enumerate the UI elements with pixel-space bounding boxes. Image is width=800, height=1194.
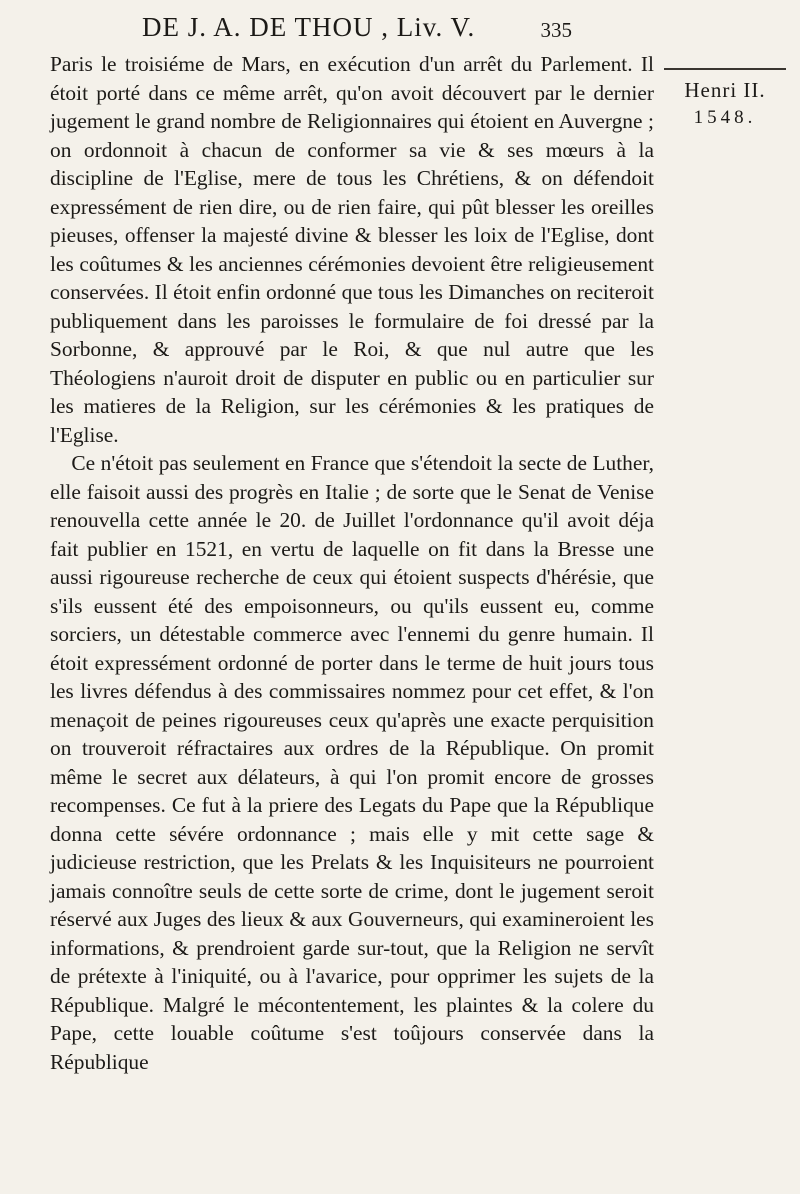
margin-year: 1548.	[693, 107, 757, 128]
page-header	[142, 12, 572, 46]
body-text	[50, 50, 654, 1076]
margin-rule	[664, 68, 786, 70]
page-number: 335	[540, 18, 572, 42]
paragraph-1: Paris le troisiéme de Mars, en exécution d'un arrêt du Parlement. Il étoit porté dans ce même arrêt, qu'on avoit découvert par le dernier jugement le grand nombre de Religionnaires qui étoient en Auvergne ; on ordonnoit à chacun de conformer sa vie & ses mœurs à la discipline de l'Eglise, mere de tous les Chrétiens, & on défendoit expressément de rien dire, ou de rien faire, qui pût blesser les oreilles pieuses, offenser la majesté divine & blesser les loix de l'Eglise, dont les coûtumes & les anciennes cérémonies devoient être religieusement conservées. Il étoit enfin ordonné que tous les Dimanches on reciteroit publiquement dans les paroisses le formulaire de foi dressé par la Sorbonne, & approuvé par le Roi, & que nul autre que les Théologiens n'auroit droit de disputer en public ou en particulier sur les matieres de la Religion, sur les cérémonies & les pratiques de l'Eglise.	[50, 52, 654, 447]
paragraph-2: Ce n'étoit pas seulement en France que s'étendoit la secte de Luther, elle faisoit aussi des progrès en Italie ; de sorte que le Senat de Venise renouvella cette année le 20. de Juillet l'ordonnance qu'il avoit déja fait publier en 1521, en vertu de laquelle on fit dans la Bresse une aussi rigoureuse recherche de ceux qui étoient suspects d'hérésie, que s'ils eussent été des empoisonneurs, ou qu'ils eussent eu, comme sorciers, un détestable commerce avec l'ennemi du genre humain. Il étoit expressément ordonné de porter dans le terme de huit jours tous les livres défendus à des commissaires nommez pour cet effet, & l'on menaçoit de peines rigoureuses ceux qu'après une exacte perquisition on trouveroit réfractaires aux ordres de la République. On promit même le secret aux délateurs, à qui l'on promit encore de grosses recompenses. Ce fut à la priere des Legats du Pape que la République donna cette sévére ordonnance ; mais elle y mit cette sage & judicieuse restriction, que les Prelats & les Inquisiteurs ne pourroient jamais connoître seuls de cette sorte de crime, dont le jugement seroit réservé aux Juges des lieux & aux Gouverneurs, qui examineroient les informations, & prendroient garde sur-tout, que la Religion ne servît de prétexte à l'iniquité, ou à l'avarice, pour opprimer les sujets de la République. Malgré le mécontentement, les plaintes & la colere du Pape, cette louable coûtume s'est toûjours conservée dans la République	[50, 451, 654, 1074]
running-title: DE J. A. DE THOU , Liv. V.	[142, 12, 476, 42]
margin-note	[664, 68, 786, 129]
margin-king-name: Henri II.	[684, 78, 766, 102]
